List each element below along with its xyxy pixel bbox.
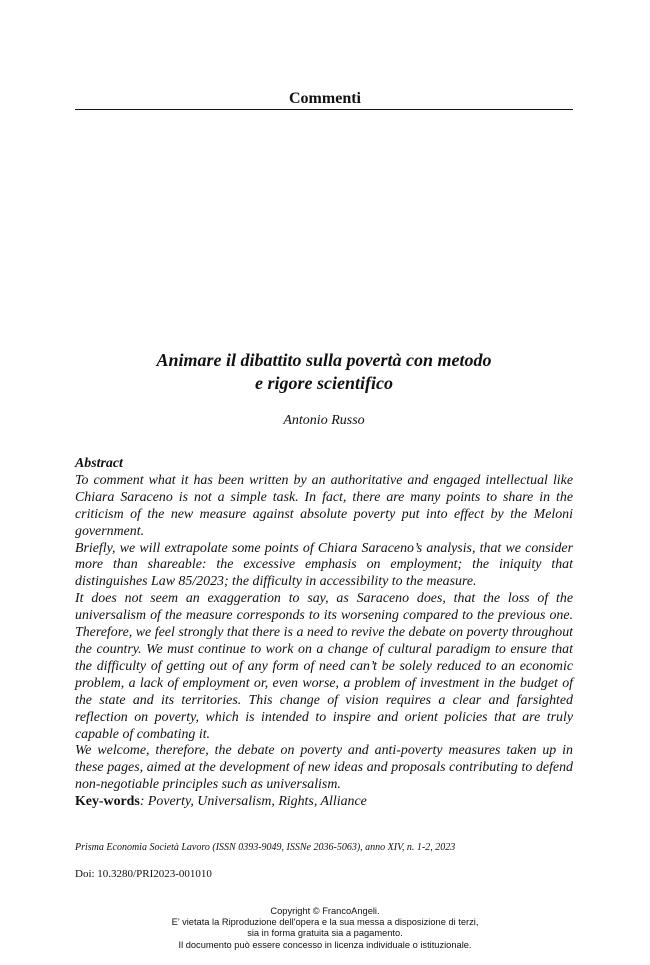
abstract-paragraph: Briefly, we will extrapolate some points of Chiara Saraceno’s analysis, that we consider more than shareable: the excessive emphasis on employment; the iniquity that distinguishes Law 85/2023; the difficulty in accessibility to the measure. [75,540,573,590]
abstract-paragraph: We welcome, therefore, the debate on poverty and anti-poverty measures taken up in these pages, aimed at the development of new ideas and proposals contributing to defend non-negotiable principles such as universalism. [75,743,573,793]
abstract-heading: Abstract [75,456,123,471]
header-rule [75,109,573,110]
abstract-paragraph: To comment what it has been written by an authoritative and engaged intellectual like Chiara Saraceno is not a simple task. In fact, there are many points to share in the criticism of the new measure against absolute poverty put into effect by the Meloni government. [75,472,573,539]
author-name: Antonio Russo [283,413,365,428]
copyright-line: Il documento può essere concesso in licenza individuale o istituzionale. [178,939,472,950]
article-title-line: e rigore scientifico [255,373,393,393]
doi: Doi: 10.3280/PRI2023-001010 [75,868,212,880]
keywords [75,794,573,811]
journal-citation: Prisma Economia Società Lavoro (ISSN 0393-9049, ISSNe 2036-5063), anno XIV, n. 1-2, 2023 [75,842,456,853]
article-title-line: Animare il dibattito sulla povertà con metodo [156,350,492,370]
copyright-line: Copyright © FrancoAngeli. [270,906,380,916]
abstract [75,456,573,811]
copyright-notice [0,906,650,951]
abstract-paragraph: It does not seem an exaggeration to say, as Saraceno does, that the loss of the universalism of the measure corresponds to its worsening compared to the previous one. Therefore, we feel strongly that there is a need to revive the debate on poverty throughout the country. We must continue to work on a change of cultural paradigm to ensure that the difficulty of getting out of any form of need can’t be solely reduced to an economic problem, a lack of employment or, even worse, a problem of investment in the budget of the state and its territories. This change of vision requires a clear and farsighted reflection on poverty, which is intended to inspire and orient policies that are truly capable of combating it. [75,591,573,742]
copyright-line: E’ vietata la Riproduzione dell'opera e la sua messa a disposizione di terzi, [171,917,479,928]
keywords-label: Key-words [75,794,140,810]
keywords-list: : Poverty, Universalism, Rights, Alliance [139,794,367,810]
section-title: Commenti [289,90,361,107]
copyright-line: sia in forma gratuita sia a pagamento. [247,928,403,939]
article-title [75,349,573,395]
